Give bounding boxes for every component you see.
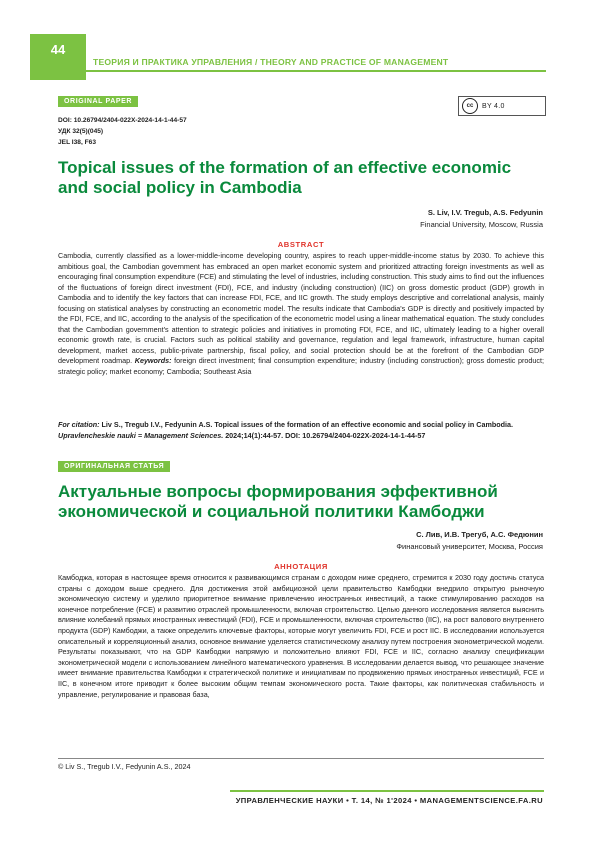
license-badge[interactable]: [458, 96, 546, 116]
title-line-2: and social policy in Cambodia: [58, 178, 302, 197]
citation-tail: 2024;14(1):44-57. DOI: 10.26794/2404-022X-2024-14-1-44-57: [225, 430, 426, 440]
copyright: © Liv S., Tregub I.V., Fedyunin A.S., 2024: [58, 762, 191, 771]
title-ru-line-2: экономической и социальной политики Камбоджи: [58, 502, 485, 521]
abstract-text-en: Cambodia, currently classified as a lower-middle-income developing country, aspires to reach upper-middle-income status by 2030. To achieve this ambitious goal, the Cambodian government has embraced an open market economic system and prioritized attracting foreign investments as well as encouraging final consumption expenditure (FCE) and stimulating the level of industries, including construction. This study aims to find out the influences of the fluctuations of foreign direct investment (FDI), FCE, and industry (including construction) (IIC) on gross domestic product (GDP) growth in Cambodia and to identify the key factors that can increase FDI, FCE, and IIC growth. The study employs descriptive and correlational analysis, mainly focusing on statistical analyses by constructing an econometric model. The results indicate that Cambodia's GDP is directly and positively impacted by the FDI, FCE, and IIC, according to the analysis of the specification of the econometric model using a linear mathematical equation. The study concludes that the Cambodian government's attention to strategic policies and initiatives in promoting FDI, FCE, and IIC, ultimately leading to a higher overall economic growth rate, is crucial. Factors such as political stability and governance, regulation and legal framework, infrastructure, human capital development, market access, public-private partnership, fiscal policy, and social protection should be at the forefront of the Cambodian GDP development roadmap.: [58, 251, 544, 365]
authors-block-en: [420, 208, 543, 229]
authors-block-ru: [396, 530, 543, 551]
affiliation-en: Financial University, Moscow, Russia: [420, 220, 543, 229]
title-line-1: Topical issues of the formation of an effective economic: [58, 158, 512, 177]
authors-ru: С. Лив, И.В. Трегуб, А.С. Федюнин: [416, 530, 543, 539]
journal-section-title: ТЕОРИЯ И ПРАКТИКА УПРАВЛЕНИЯ / THEORY AND PRACTICE OF MANAGEMENT: [93, 57, 449, 67]
footnote-divider: [58, 758, 544, 759]
page-number-box: [30, 34, 86, 80]
authors-en: S. Liv, I.V. Tregub, A.S. Fedyunin: [427, 208, 543, 217]
citation-body: Liv S., Tregub I.V., Fedyunin A.S. Topical issues of the formation of an effective economic and social policy in Cambodia.: [101, 420, 514, 429]
abstract-ru: Камбоджа, которая в настоящее время относится к развивающимся странам с доходом ниже среднего, стремится к 2030 году достичь статуса страны с доходом выше среднего. Для достижения этой амбициозной цели правительство Камбоджи внедрило открытую рыночную экономическую систему и уделило приоритетное внимание привлечению иностранных инвестиций, а также стимулированию расходов на конечное потребление (FCE) и развитию отраслей промышленности, включая строительство. Целью данного исследования является выяснить влияние колебаний прямых иностранных инвестиций (FDI), FCE и промышленности, включая строительство (IIC), на рост валового внутреннего продукта (GDP) Камбоджи, а также определить ключевые факторы, которые могут увеличить FDI, FCE и рост IIC. В исследовании используется описательный и корреляционный анализ, основное внимание уделяется статистическому анализу путем построения эконометрической модели. Результаты показывают, что на GDP Камбоджи напрямую и положительно влияют FDI, FCE и IIC, согласно анализу спецификации эконометрической модели с использованием линейного математического уравнения. В исследовании делается вывод, что решающее значение имеет внимание правительства Камбоджи к стратегической политике и инициативам по продвижению прямых иностранных инвестиций, FCE и IIC, в конечном итоге приводит к более высоким общим темпам экономического роста. Такие факторы, как политическая стабильность и управление, регулирование и правовая база,: [58, 573, 544, 699]
abstract-heading-ru: АННОТАЦИЯ: [274, 562, 328, 571]
header-divider: [86, 70, 546, 72]
keywords-label: Keywords:: [134, 356, 172, 365]
abstract-heading-en: ABSTRACT: [277, 240, 325, 249]
citation-journal: Upravlencheskie nauki = Management Sciences.: [58, 430, 224, 440]
doi: DOI: 10.26794/2404-022X-2024-14-1-44-57: [58, 117, 187, 124]
original-paper-badge: ORIGINAL PAPER: [58, 96, 138, 107]
abstract-en: [58, 251, 544, 377]
citation-label: For citation:: [58, 420, 100, 429]
footer-journal: УПРАВЛЕНЧЕСКИЕ НАУКИ • Т. 14, № 1'2024 • MANAGEMENTSCIENCE.FA.RU: [235, 796, 543, 805]
article-title-en: [58, 158, 548, 198]
footer-divider: [230, 790, 544, 792]
license-label: BY 4.0: [482, 102, 505, 110]
jel: JEL I38, F63: [58, 139, 96, 146]
udk: УДК 32(5)(045): [58, 128, 104, 135]
page-number: 44: [50, 42, 66, 57]
creative-commons-icon: cc: [462, 98, 478, 114]
citation-block: [58, 420, 544, 441]
title-ru-line-1: Актуальные вопросы формирования эффективной: [58, 482, 498, 501]
original-article-badge: ОРИГИНАЛЬНАЯ СТАТЬЯ: [58, 461, 170, 472]
affiliation-ru: Финансовый университет, Москва, Россия: [396, 542, 543, 551]
article-title-ru: [58, 482, 548, 522]
keywords-text: foreign direct investment; final consumption expenditure; industry (including construction); gross domestic product; strategic policy; market economy; Cambodia; Southeast Asia: [58, 356, 544, 376]
